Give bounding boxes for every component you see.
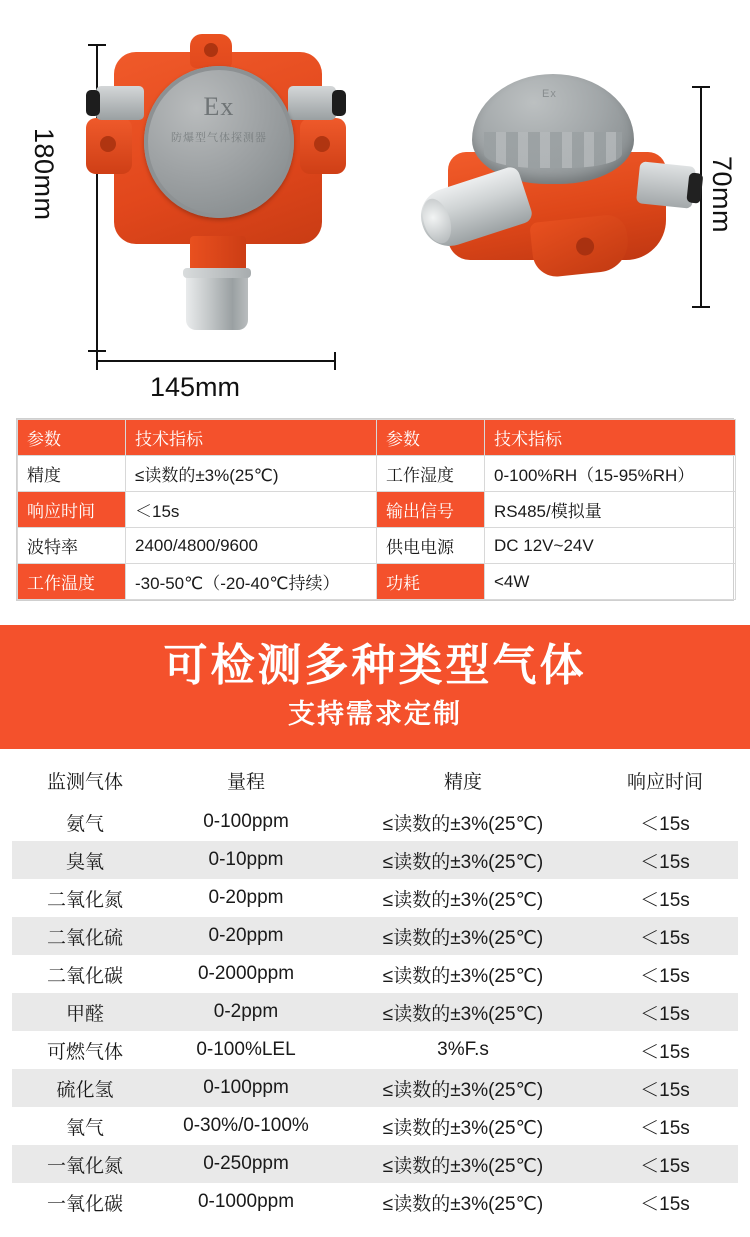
gas-name: 可燃气体 xyxy=(46,1041,123,1063)
ex-mark-label: Ex xyxy=(203,92,235,121)
spec-key: 工作湿度 xyxy=(377,456,485,492)
table-row xyxy=(12,841,738,879)
table-row xyxy=(18,528,736,564)
gas-response: ＜15s xyxy=(592,993,738,1031)
gas-response: ＜15s xyxy=(640,1193,690,1215)
table-row xyxy=(18,564,736,600)
gas-range: 0-30%/0-100% xyxy=(183,1115,309,1136)
height-dimension-label: 180mm xyxy=(29,128,59,221)
width-dimension-tick-left xyxy=(96,352,98,370)
cover-print-text: 防爆型气体探测器 xyxy=(171,132,267,144)
spec-value: -30-50℃（-20-40℃持续） xyxy=(126,564,377,600)
gas-range: 0-100ppm xyxy=(203,811,289,832)
cable-gland-left xyxy=(96,86,144,120)
gas-name: 二氧化氮 xyxy=(46,889,123,911)
table-row xyxy=(12,1183,738,1221)
gas-response: ＜15s xyxy=(640,813,690,835)
gas-accuracy: ≤读数的±3%(25℃) xyxy=(334,841,592,879)
gas-range: 0-2ppm xyxy=(158,993,334,1031)
gas-accuracy: ≤读数的±3%(25℃) xyxy=(382,889,544,911)
table-row xyxy=(12,1069,738,1107)
width-dimension-line xyxy=(96,360,336,362)
table-row xyxy=(12,803,738,841)
spec-value: DC 12V~24V xyxy=(485,528,736,564)
gas-accuracy: ≤读数的±3%(25℃) xyxy=(382,813,544,835)
table-row xyxy=(18,420,736,456)
gas-response: ＜15s xyxy=(640,1117,690,1139)
gas-range: 0-100ppm xyxy=(158,1069,334,1107)
gas-accuracy: ≤读数的±3%(25℃) xyxy=(382,965,544,987)
gas-name: 甲醛 xyxy=(12,993,158,1031)
gas-name: 一氧化碳 xyxy=(46,1193,123,1215)
cable-gland-right xyxy=(288,86,336,120)
spec-key: 供电电源 xyxy=(377,528,485,564)
cable-gland-angled xyxy=(636,161,696,209)
table-row xyxy=(18,456,736,492)
spec-value: 0-100%RH（15-95%RH） xyxy=(485,456,736,492)
width-dimension-label: 145mm xyxy=(150,372,241,402)
spec-value: ≤读数的±3%(25℃) xyxy=(126,456,377,492)
mounting-lug-left xyxy=(86,118,132,174)
gas-name: 一氧化氮 xyxy=(12,1145,158,1183)
gas-header-gas: 监测气体 xyxy=(46,771,123,793)
table-row xyxy=(18,492,736,528)
explosion-proof-cover-angled xyxy=(472,74,634,184)
mounting-lug-right xyxy=(300,118,346,174)
sensor-probe xyxy=(186,268,248,330)
gas-header-accuracy: 精度 xyxy=(443,771,482,793)
ex-mark-label-angled: Ex xyxy=(542,88,557,100)
cover-ribs xyxy=(484,132,622,168)
gas-name: 二氧化硫 xyxy=(12,917,158,955)
table-row xyxy=(12,917,738,955)
gas-range: 0-250ppm xyxy=(158,1145,334,1183)
gas-range: 0-1000ppm xyxy=(197,1191,295,1212)
gas-table-header-row xyxy=(12,761,738,803)
width-dimension-tick-right xyxy=(334,352,336,370)
depth-dimension-label: 70mm xyxy=(707,156,737,234)
gas-accuracy: ≤读数的±3%(25℃) xyxy=(334,917,592,955)
spec-value: RS485/模拟量 xyxy=(485,492,736,528)
gas-response: ＜15s xyxy=(592,1069,738,1107)
mounting-bracket-angled xyxy=(529,213,630,279)
gas-accuracy: ≤读数的±3%(25℃) xyxy=(334,993,592,1031)
table-row xyxy=(12,955,738,993)
sensor-neck xyxy=(190,236,246,272)
gas-range: 0-2000ppm xyxy=(197,963,295,984)
table-row xyxy=(12,879,738,917)
spec-value: <4W xyxy=(485,564,736,600)
banner-subtitle: 支持需求定制 xyxy=(288,699,462,729)
gas-name: 硫化氢 xyxy=(12,1069,158,1107)
spec-value: ＜15s xyxy=(126,492,377,528)
gas-name: 氨气 xyxy=(65,813,104,835)
gas-response: ＜15s xyxy=(592,1145,738,1183)
spec-key: 工作温度 xyxy=(18,564,126,600)
spec-header-param-1: 参数 xyxy=(18,420,126,456)
gas-accuracy: 3%F.s xyxy=(437,1039,489,1060)
promo-banner xyxy=(0,625,750,749)
spec-header-value-2: 技术指标 xyxy=(485,420,736,456)
gas-name: 臭氧 xyxy=(12,841,158,879)
gas-response: ＜15s xyxy=(592,917,738,955)
specification-table xyxy=(16,418,734,601)
spec-key: 波特率 xyxy=(18,528,126,564)
spec-header-param-2: 参数 xyxy=(377,420,485,456)
depth-dimension-tick-bottom xyxy=(692,306,710,308)
gas-range: 0-100%LEL xyxy=(196,1039,296,1060)
gas-response: ＜15s xyxy=(592,841,738,879)
gas-accuracy: ≤读数的±3%(25℃) xyxy=(382,1193,544,1215)
depth-dimension-tick-top xyxy=(692,86,710,88)
gas-name: 二氧化碳 xyxy=(46,965,123,987)
gas-response: ＜15s xyxy=(640,965,690,987)
spec-key: 响应时间 xyxy=(18,492,126,528)
spec-key: 精度 xyxy=(18,456,126,492)
gas-list-table xyxy=(12,761,738,1221)
table-row xyxy=(12,1145,738,1183)
spec-key: 输出信号 xyxy=(377,492,485,528)
gas-range: 0-10ppm xyxy=(158,841,334,879)
table-row xyxy=(12,1107,738,1145)
explosion-proof-cover xyxy=(144,66,294,218)
gas-header-response: 响应时间 xyxy=(626,771,703,793)
gas-range: 0-20ppm xyxy=(208,887,284,908)
gas-header-range: 量程 xyxy=(226,771,265,793)
gas-accuracy: ≤读数的±3%(25℃) xyxy=(334,1069,592,1107)
mounting-tab-top xyxy=(190,34,232,68)
gas-accuracy: ≤读数的±3%(25℃) xyxy=(334,1145,592,1183)
gas-response: ＜15s xyxy=(640,1041,690,1063)
table-row xyxy=(12,1031,738,1069)
spec-key: 功耗 xyxy=(377,564,485,600)
gas-response: ＜15s xyxy=(640,889,690,911)
spec-value: 2400/4800/9600 xyxy=(126,528,377,564)
banner-title: 可检测多种类型气体 xyxy=(163,641,587,690)
gas-accuracy: ≤读数的±3%(25℃) xyxy=(382,1117,544,1139)
gas-range: 0-20ppm xyxy=(158,917,334,955)
gas-detector-angled-view xyxy=(420,68,690,308)
table-row xyxy=(12,993,738,1031)
product-image-area xyxy=(0,0,750,412)
gas-name: 氧气 xyxy=(65,1117,104,1139)
spec-header-value-1: 技术指标 xyxy=(126,420,377,456)
gas-detector-front-view xyxy=(86,30,346,350)
